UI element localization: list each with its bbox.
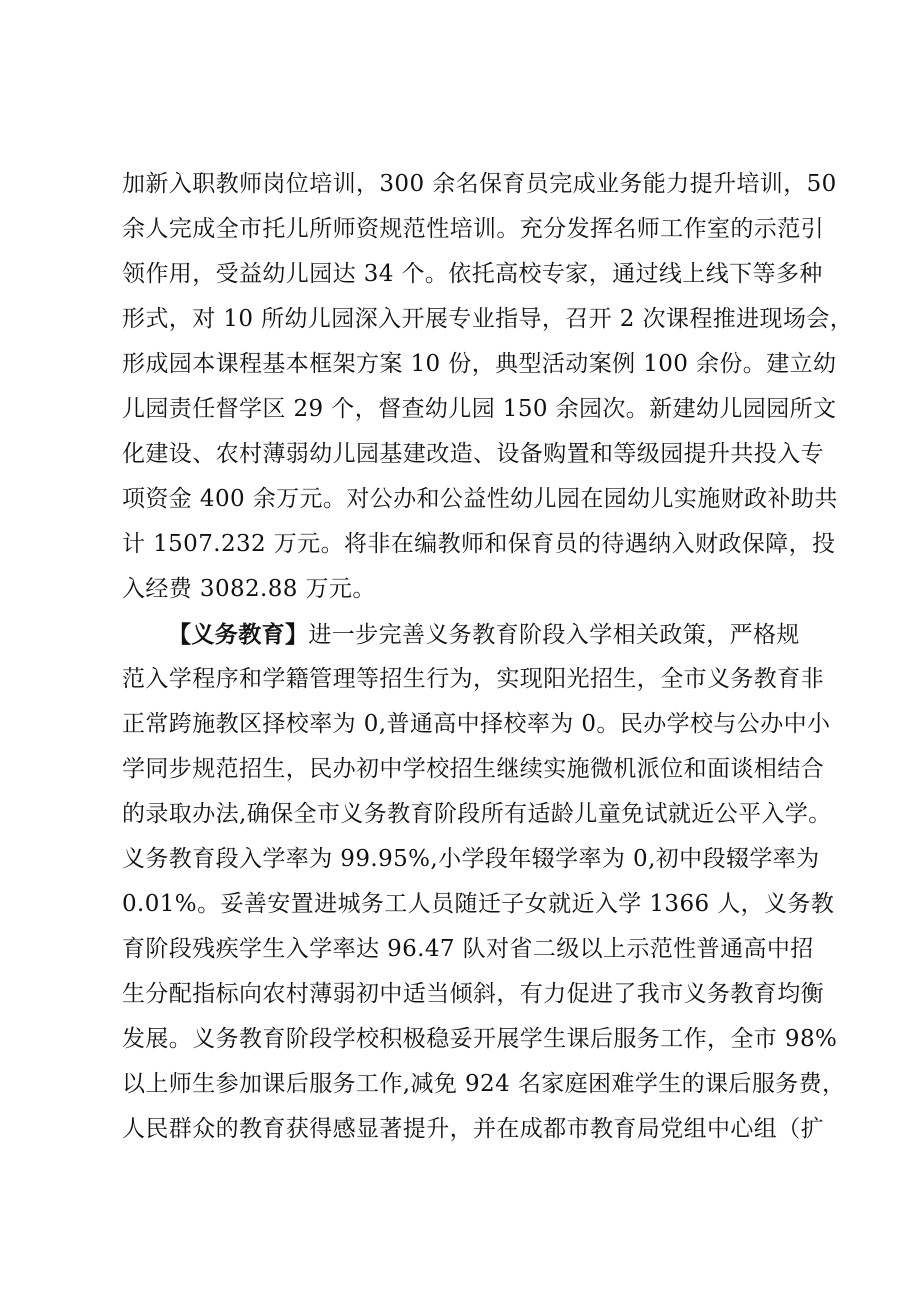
text-line: 形式，对 10 所幼儿园深入开展专业指导，召开 2 次课程推进现场会， [122, 306, 854, 332]
text-line: 加新入职教师岗位培训，300 余名保育员完成业务能力提升培训，50 [122, 171, 837, 197]
document-body [122, 162, 854, 1152]
text-line: 形成园本课程基本框架方案 10 份，典型活动案例 100 余份。建立幼 [122, 351, 837, 377]
text-line: 生分配指标向农村薄弱初中适当倾斜，有力促进了我市义务教育均衡 [122, 981, 824, 1007]
text-line: 发展。义务教育阶段学校积极稳妥开展学生课后服务工作，全市 98% [122, 1026, 838, 1052]
text-line: 义务教育段入学率为 99.95%,小学段年辍学率为 0,初中段辍学率为 [122, 846, 820, 872]
text-line: 入经费 3082.88 万元。 [122, 576, 376, 602]
text-line: 项资金 400 余万元。对公办和公益性幼儿园在园幼儿实施财政补助共 [122, 486, 838, 512]
text-line: 学同步规范招生，民办初中学校招生继续实施微机派位和面谈相结合 [122, 756, 824, 782]
paragraph-preschool [122, 162, 854, 612]
text-line: 化建设、农村薄弱幼儿园基建改造、设备购置和等级园提升共投入专 [122, 441, 824, 467]
text-line: 正常跨施教区择校率为 0,普通高中择校率为 0。民办学校与公办中小 [122, 711, 831, 737]
text-line: 人民群众的教育获得感显著提升，并在成都市教育局党组中心组（扩 [122, 1116, 824, 1142]
text-line: 儿园责任督学区 29 个，督查幼儿园 150 余园次。新建幼儿园园所文 [122, 396, 837, 422]
text-line: 计 1507.232 万元。将非在编教师和保育员的待遇纳入财政保障，投 [122, 531, 836, 557]
paragraph-first-line [122, 612, 812, 657]
paragraph-compulsory-education [122, 612, 846, 1152]
text-line: 以上师生参加课后服务工作,减免 924 名家庭困难学生的课后服务费， [122, 1071, 846, 1097]
text-line: 的录取办法,确保全市义务教育阶段所有适龄儿童免试就近公平入学。 [122, 801, 832, 827]
text-line: 0.01%。妥善安置进城务工人员随迁子女就近入学 1366 人，义务教 [122, 891, 835, 917]
text-line: 领作用，受益幼儿园达 34 个。依托高校专家，通过线上线下等多种 [122, 261, 823, 287]
text-line: 余人完成全市托儿所师资规范性培训。充分发挥名师工作室的示范引 [122, 216, 824, 242]
text-line: 范入学程序和学籍管理等招生行为，实现阳光招生，全市义务教育非 [122, 666, 824, 692]
text-span: 进一步完善义务教育阶段入学相关政策，严格规 [308, 622, 800, 648]
section-heading: 【义务教育】 [168, 621, 309, 648]
text-line: 育阶段残疾学生入学率达 96.47 队对省二级以上示范性普通高中招 [122, 936, 814, 962]
